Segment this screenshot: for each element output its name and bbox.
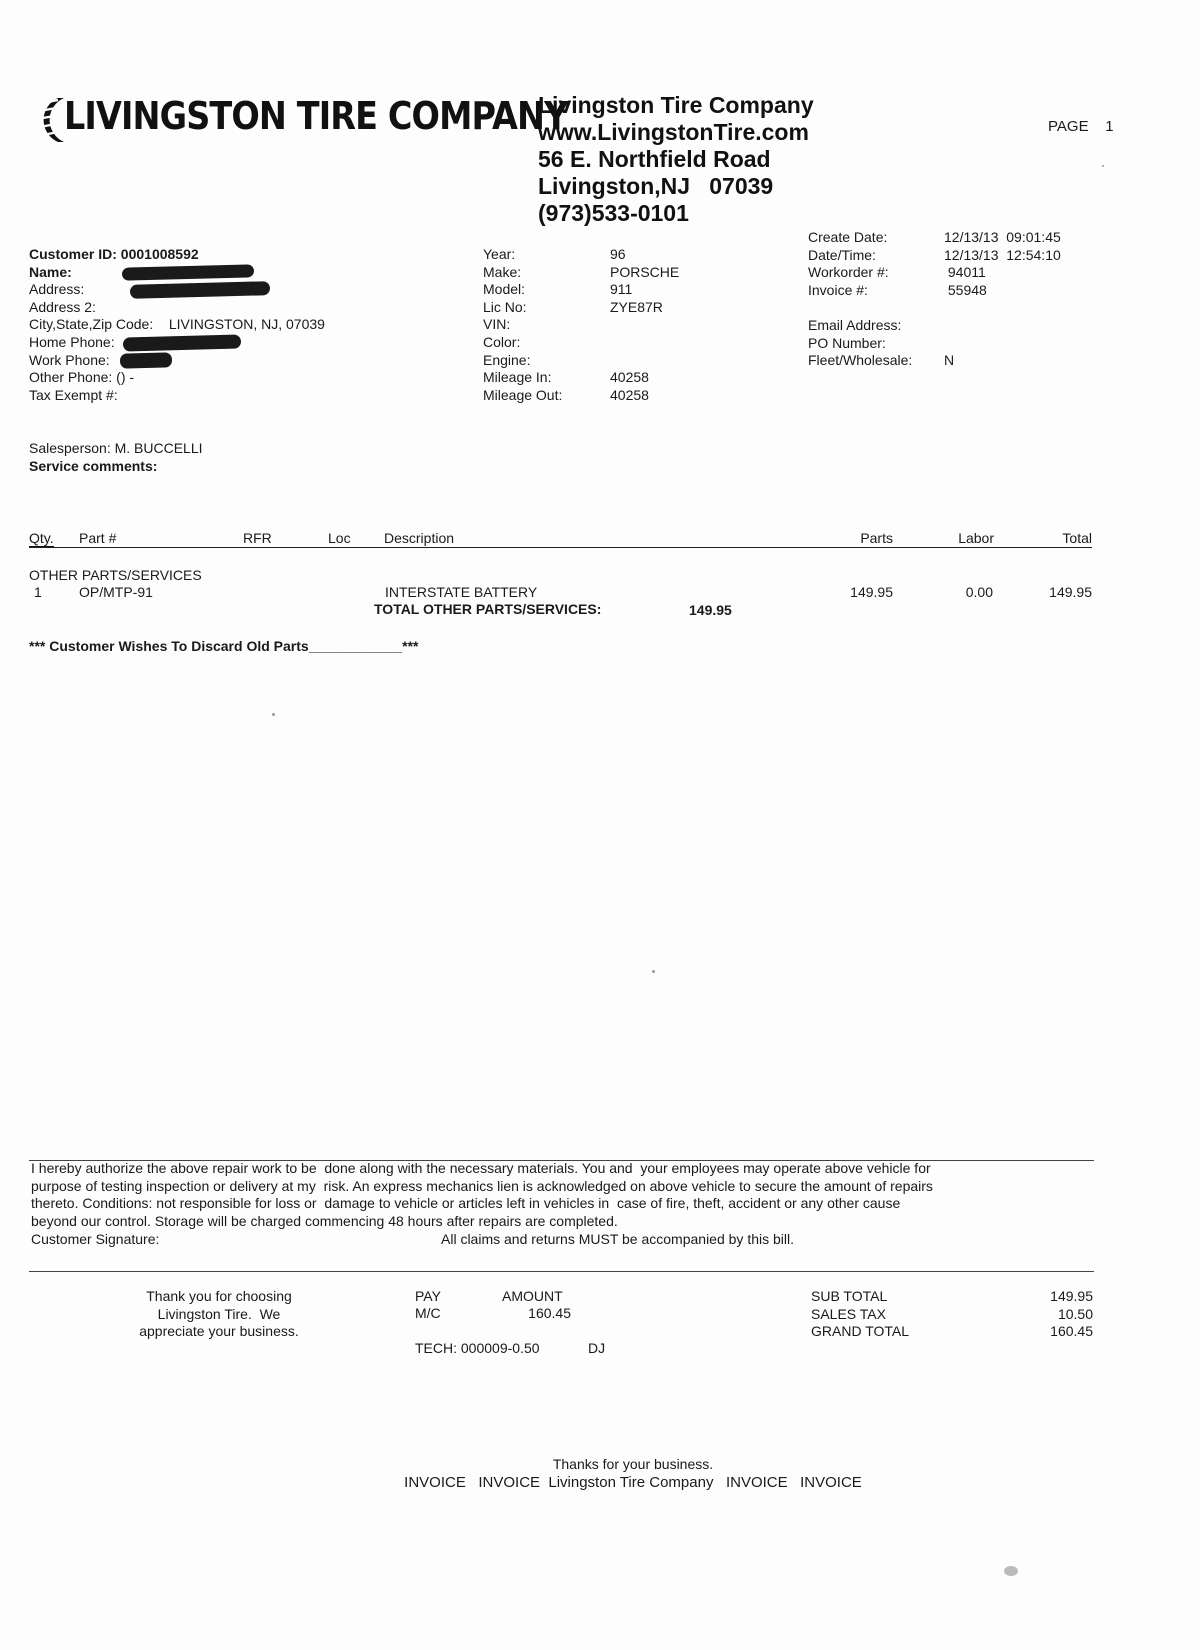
total-value: 149.95 <box>1050 1288 1093 1304</box>
col-total: Total <box>1062 530 1092 546</box>
vehicle-vin-label: VIN: <box>483 316 511 333</box>
terms-line: beyond our control. Storage will be charged commencing 48 hours after repairs are completed. <box>31 1212 618 1229</box>
redacted-address <box>130 282 270 300</box>
tax-exempt-label: Tax Exempt #: <box>29 386 118 403</box>
page-indicator <box>1048 118 1114 135</box>
vehicle-year-value: 96 <box>610 246 626 262</box>
col-description: Description <box>384 530 455 546</box>
store-name: Livingston Tire Company <box>538 92 814 118</box>
claims-note: All claims and returns MUST be accompanied by this bill. <box>441 1231 795 1247</box>
order-fleet-wholesale-label: Fleet/Wholesale: <box>808 352 913 369</box>
store-phone: (973)533-0101 <box>538 200 689 226</box>
section-title: OTHER PARTS/SERVICES <box>29 567 202 583</box>
terms-line: purpose of testing inspection or delivery at my risk. An express mechanics lien is acknowledged on above vehicle to secure the amount of repairs <box>31 1177 933 1194</box>
salesperson-row <box>29 440 203 458</box>
thanks-line-3: appreciate your business. <box>139 1323 299 1340</box>
total-value: 160.45 <box>1050 1323 1093 1340</box>
vehicle-model-label: Model: <box>483 281 526 298</box>
store-website[interactable]: www.LivingstonTire.com <box>538 119 809 145</box>
redacted-work-phone <box>119 353 171 369</box>
page-number: 1 <box>1105 118 1114 135</box>
row-parts: 149.95 <box>850 584 893 600</box>
other-phone-row <box>29 369 134 387</box>
work-phone-row <box>29 352 172 370</box>
customer-city: LIVINGSTON, NJ, 07039 <box>168 316 325 333</box>
amount-label: AMOUNT <box>502 1288 563 1304</box>
order-fleet-wholesale-value: N <box>944 352 955 369</box>
signature-label: Customer Signature: <box>31 1231 160 1247</box>
footer-thanks: Thanks for your business. <box>552 1456 714 1472</box>
terms-divider-bottom <box>29 1271 1094 1272</box>
thanks-block <box>104 1288 334 1341</box>
work-phone-label: Work Phone: <box>29 351 110 368</box>
store-info <box>538 92 814 227</box>
pay-method: M/C <box>415 1305 441 1321</box>
scan-speck <box>1102 165 1104 167</box>
salesperson-label: Salesperson: <box>29 440 111 456</box>
vehicle-lic-no-label: Lic No: <box>483 298 527 315</box>
scan-speck <box>652 970 655 973</box>
terms-block <box>31 1160 1111 1230</box>
customer-id: 0001008592 <box>120 246 199 262</box>
thanks-line-1: Thank you for choosing <box>146 1288 292 1304</box>
discard-note: *** Customer Wishes To Discard Old Parts____________*** <box>29 638 419 654</box>
pay-amount: 160.45 <box>528 1305 571 1321</box>
order-po-number-label: PO Number: <box>808 334 886 351</box>
tech-id: TECH: 000009-0.50 <box>415 1340 540 1356</box>
salesperson: M. BUCCELLI <box>114 440 203 456</box>
section-total-label: TOTAL OTHER PARTS/SERVICES: <box>374 601 602 617</box>
tire-icon <box>28 94 68 146</box>
col-loc: Loc <box>328 530 351 546</box>
order-invoice-value: 55948 <box>944 281 987 298</box>
row-qty: 1 <box>34 584 42 600</box>
order-date-time-label: Date/Time: <box>808 246 876 263</box>
table-header-divider <box>29 547 1092 548</box>
vehicle-make-value: PORSCHE <box>610 263 680 280</box>
vehicle-year-label: Year: <box>483 246 516 262</box>
vehicle-mileage-out-label: Mileage Out: <box>483 386 563 403</box>
col-qty: Qty. <box>29 530 54 546</box>
vehicle-color-label: Color: <box>483 334 521 350</box>
vehicle-block <box>483 246 723 406</box>
home-phone-label: Home Phone: <box>29 334 115 350</box>
col-part: Part # <box>79 530 117 546</box>
vehicle-mileage-in-label: Mileage In: <box>483 369 552 386</box>
scan-speck <box>272 713 275 716</box>
scan-speck <box>1004 1566 1018 1576</box>
totals-block <box>811 1288 1093 1348</box>
order-block <box>808 229 1108 379</box>
service-comments-label: Service comments: <box>29 458 158 474</box>
section-total: 149.95 <box>689 602 732 618</box>
vehicle-lic-no-value: ZYE87R <box>610 298 663 315</box>
order-create-date-value: 12/13/13 09:01:45 <box>944 229 1061 245</box>
other-phone: () - <box>116 369 135 386</box>
customer-name-row <box>29 264 254 282</box>
page-label: PAGE <box>1048 118 1089 135</box>
row-total: 149.95 <box>1049 584 1092 600</box>
other-phone-label: Other Phone: <box>29 369 113 386</box>
order-invoice-label: Invoice #: <box>808 281 868 298</box>
home-phone-row <box>29 334 241 352</box>
vehicle-engine-label: Engine: <box>483 351 531 368</box>
vehicle-mileage-in-value: 40258 <box>610 369 649 386</box>
customer-address-row <box>29 281 270 299</box>
order-date-time-value: 12/13/13 12:54:10 <box>944 246 1061 263</box>
customer-address2-label: Address 2: <box>29 298 96 315</box>
row-part: OP/MTP-91 <box>79 584 153 600</box>
col-labor: Labor <box>958 530 994 546</box>
total-label: GRAND TOTAL <box>811 1323 910 1340</box>
logo-text: LIVINGSTON TIRE COMPANY <box>64 94 568 138</box>
order-workorder-value: 94011 <box>944 264 986 281</box>
footer-line: INVOICE INVOICE Livingston Tire Company INVOICE INVOICE <box>404 1474 862 1491</box>
redacted-name <box>122 265 254 281</box>
order-email-address-label: Email Address: <box>808 317 902 333</box>
store-city: Livingston,NJ 07039 <box>538 173 774 199</box>
tech-initials: DJ <box>588 1340 606 1356</box>
total-value: 10.50 <box>1057 1305 1093 1322</box>
col-rfr: RFR <box>243 530 272 546</box>
row-labor: 0.00 <box>965 584 993 600</box>
vehicle-make-label: Make: <box>483 263 522 280</box>
terms-line: I hereby authorize the above repair work to be done along with the necessary materials. You and your employees may operate above vehicle for <box>31 1160 931 1176</box>
order-workorder-label: Workorder #: <box>808 264 889 281</box>
col-parts: Parts <box>860 530 893 546</box>
total-label: SALES TAX <box>811 1305 886 1322</box>
customer-city-row <box>29 316 325 334</box>
row-description: INTERSTATE BATTERY <box>385 584 538 600</box>
customer-id-label: Customer ID: <box>29 246 117 262</box>
customer-name-label: Name: <box>29 263 72 280</box>
thanks-line-2: Livingston Tire. We <box>157 1305 281 1322</box>
customer-city-label: City,State,Zip Code: <box>29 316 154 333</box>
total-label: SUB TOTAL <box>811 1288 888 1304</box>
customer-address-label: Address: <box>29 281 85 298</box>
vehicle-mileage-out-value: 40258 <box>610 386 649 403</box>
order-create-date-label: Create Date: <box>808 229 888 245</box>
customer-id-row <box>29 246 199 264</box>
pay-label: PAY <box>415 1288 441 1304</box>
store-street: 56 E. Northfield Road <box>538 146 771 172</box>
terms-line: thereto. Conditions: not responsible for loss or damage to vehicle or articles left in vehicles in case of fire, theft, accident or any other cause <box>31 1195 901 1212</box>
vehicle-model-value: 911 <box>610 281 633 298</box>
redacted-home-phone <box>122 335 240 352</box>
